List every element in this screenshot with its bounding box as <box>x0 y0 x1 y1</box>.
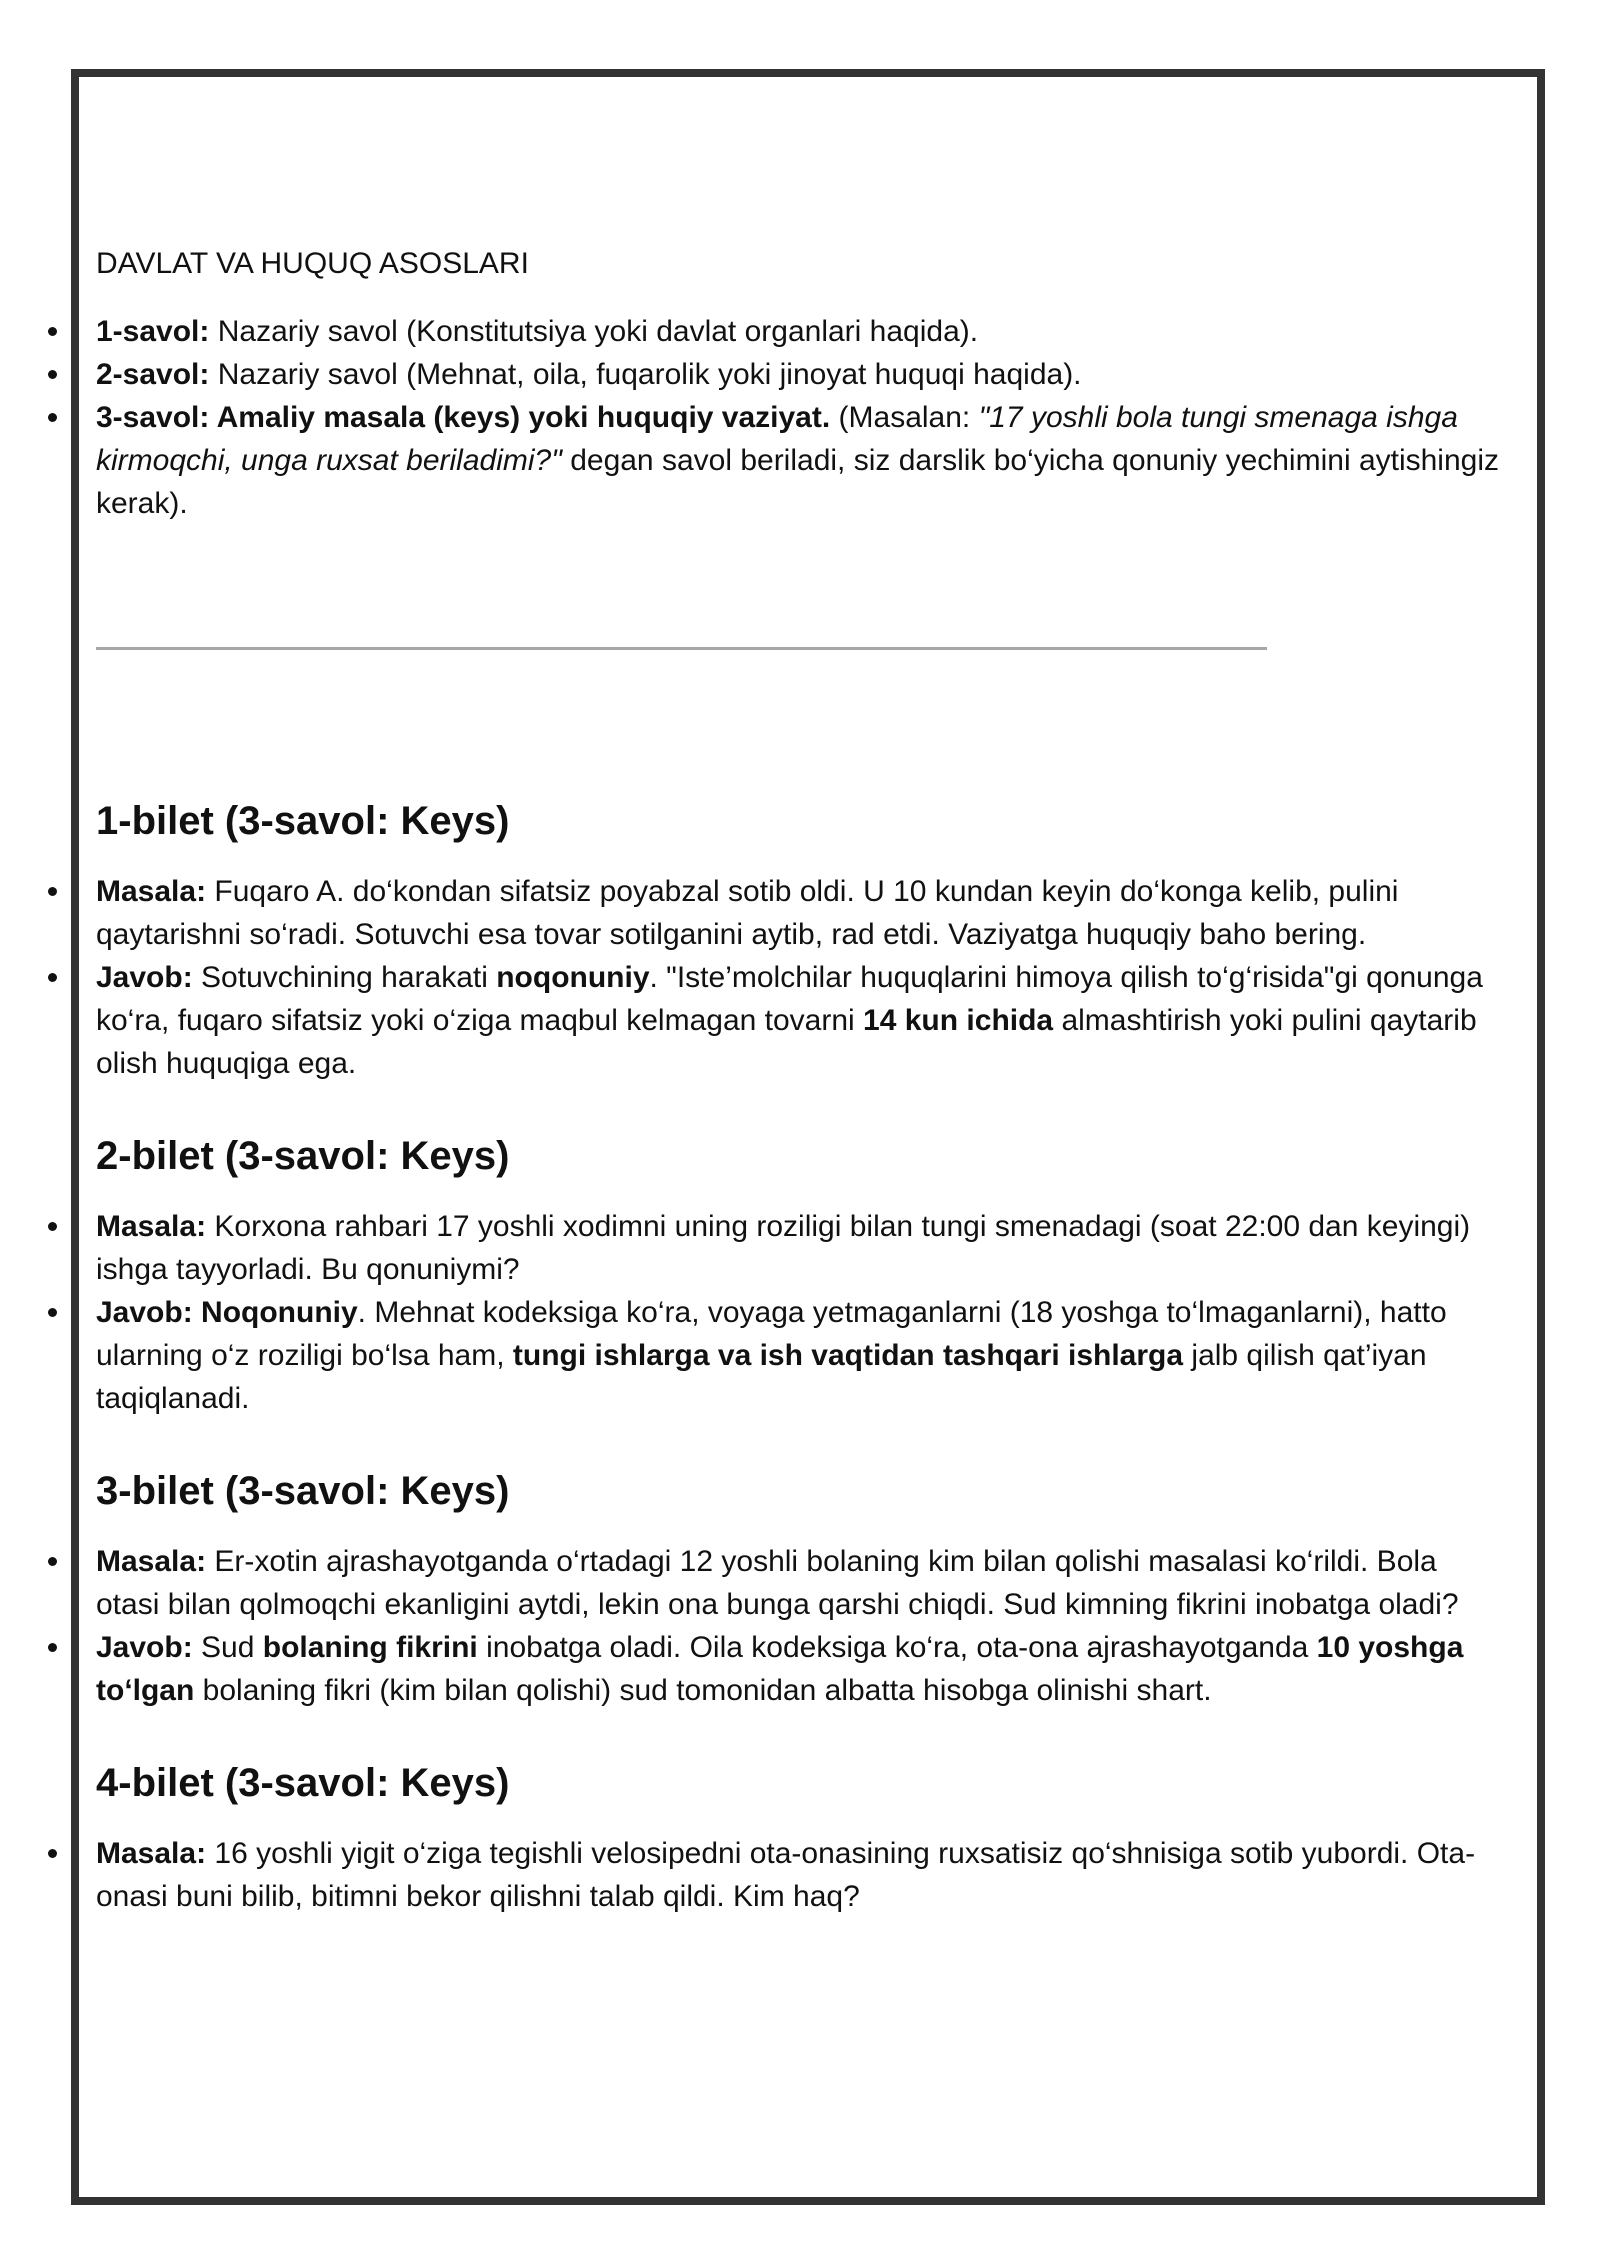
javob-label: Javob: <box>96 961 193 994</box>
intro-text: (Masalan: <box>830 401 979 434</box>
javob-text: Sud <box>192 1631 263 1664</box>
intro-item <box>96 353 1500 396</box>
ticket-items <box>96 870 1500 1085</box>
masala-text: 16 yoshli yigit o‘ziga tegishli velosipedni ota-onasining ruxsatisiz qo‘shnisiga sotib yubordi. Ota-onasi buni bilib, bitimni bekor qilishni talab qildi. Kim haq? <box>96 1837 1476 1913</box>
javob-text: Sotuvchining harakati <box>192 961 497 994</box>
intro-label: 3-savol: Amaliy masala (keys) yoki huquqiy vaziyat. <box>96 401 831 434</box>
javob-emphasis: bolaning fikrini <box>262 1631 478 1664</box>
javob-emphasis: 14 kun ichida <box>863 1004 1054 1037</box>
javob-text: jalb qilish qat’iyan taqiqlanadi. <box>96 1339 1427 1415</box>
ticket-heading: 3-bilet (3-savol: Keys) <box>96 1469 510 1513</box>
masala-text: Korxona rahbari 17 yoshli xodimni uning roziligi bilan tungi smenadagi (soat 22:00 dan keyingi) ishga tayyorladi. Bu qonuniymi? <box>96 1210 1471 1286</box>
intro-text: Nazariy savol (Konstitutsiya yoki davlat organlari haqida). <box>209 315 979 348</box>
javob-label: Javob: <box>96 1631 193 1664</box>
ticket-heading: 4-bilet (3-savol: Keys) <box>96 1761 510 1805</box>
javob-text: . "Iste’molchilar huquqlarini himoya qilish to‘g‘risida"gi qonunga ko‘ra, fuqaro sifatsiz yoki o‘ziga maqbul kelmagan tovarni <box>96 961 1483 1037</box>
masala-label: Masala: <box>96 1837 207 1870</box>
javob-emphasis: noqonuniy <box>496 961 650 994</box>
masala-item <box>96 870 1500 956</box>
javob-item <box>96 1291 1500 1420</box>
intro-label: 1-savol: <box>96 315 210 348</box>
javob-emphasis: tungi ishlarga va ish vaqtidan tashqari ishlarga <box>512 1339 1184 1372</box>
intro-item <box>96 310 1500 353</box>
ticket-items <box>96 1205 1500 1420</box>
ticket-heading: 2-bilet (3-savol: Keys) <box>96 1134 510 1178</box>
javob-item <box>96 956 1500 1085</box>
intro-label: 2-savol: <box>96 358 210 391</box>
javob-text: almashtirish yoki pulini qaytarib olish huquqiga ega. <box>96 1004 1477 1080</box>
masala-item <box>96 1205 1500 1291</box>
masala-item <box>96 1832 1500 1918</box>
document-title: DAVLAT VA HUQUQ ASOSLARI <box>96 247 529 280</box>
javob-emphasis: 10 yoshga to‘lgan <box>96 1631 1464 1707</box>
ticket-items <box>96 1832 1500 1918</box>
masala-item <box>96 1540 1500 1626</box>
intro-example-quote: "17 yoshli bola tungi smenaga ishga kirmoqchi, unga ruxsat beriladimi?" <box>96 401 1458 477</box>
ticket-heading: 1-bilet (3-savol: Keys) <box>96 799 510 843</box>
masala-text: Fuqaro A. do‘kondan sifatsiz poyabzal sotib oldi. U 10 kundan keyin do‘konga kelib, pulini qaytarishni so‘radi. Sotuvchi esa tovar sotilganini aytib, rad etdi. Vaziyatga huquqiy baho bering. <box>96 875 1399 951</box>
javob-label: Javob: Noqonuniy <box>96 1296 358 1329</box>
ticket-1 <box>96 796 1500 1085</box>
javob-text: . Mehnat kodeksiga ko‘ra, voyaga yetmaganlarni (18 yoshga to‘lmaganlarni), hatto ularning o‘z roziligi bo‘lsa ham, <box>96 1296 1447 1372</box>
masala-label: Masala: <box>96 875 207 908</box>
javob-text: inobatga oladi. Oila kodeksiga ko‘ra, ota-ona ajrashayotganda <box>477 1631 1317 1664</box>
ticket-items <box>96 1540 1500 1712</box>
javob-text: bolaning fikri (kim bilan qolishi) sud tomonidan albatta hisobga olinishi shart. <box>194 1674 1212 1707</box>
ticket-4 <box>96 1758 1500 1918</box>
document-body <box>96 244 1500 1964</box>
masala-label: Masala: <box>96 1545 207 1578</box>
masala-text: Er-xotin ajrashayotganda o‘rtadagi 12 yoshli bolaning kim bilan qolishi masalasi ko‘rildi. Bola otasi bilan qolmoqchi ekanligini aytdi, lekin ona bunga qarshi chiqdi. Sud kimning fikrini inobatga oladi? <box>96 1545 1459 1621</box>
intro-list <box>96 310 1500 525</box>
intro-text: Nazariy savol (Mehnat, oila, fuqarolik yoki jinoyat huquqi haqida). <box>209 358 1082 391</box>
intro-item <box>96 396 1500 525</box>
javob-item <box>96 1626 1500 1712</box>
ticket-3 <box>96 1466 1500 1712</box>
masala-label: Masala: <box>96 1210 207 1243</box>
ticket-2 <box>96 1131 1500 1420</box>
horizontal-divider <box>96 647 1267 650</box>
intro-text: degan savol beriladi, siz darslik bo‘yicha qonuniy yechimini aytishingiz kerak). <box>96 444 1500 520</box>
